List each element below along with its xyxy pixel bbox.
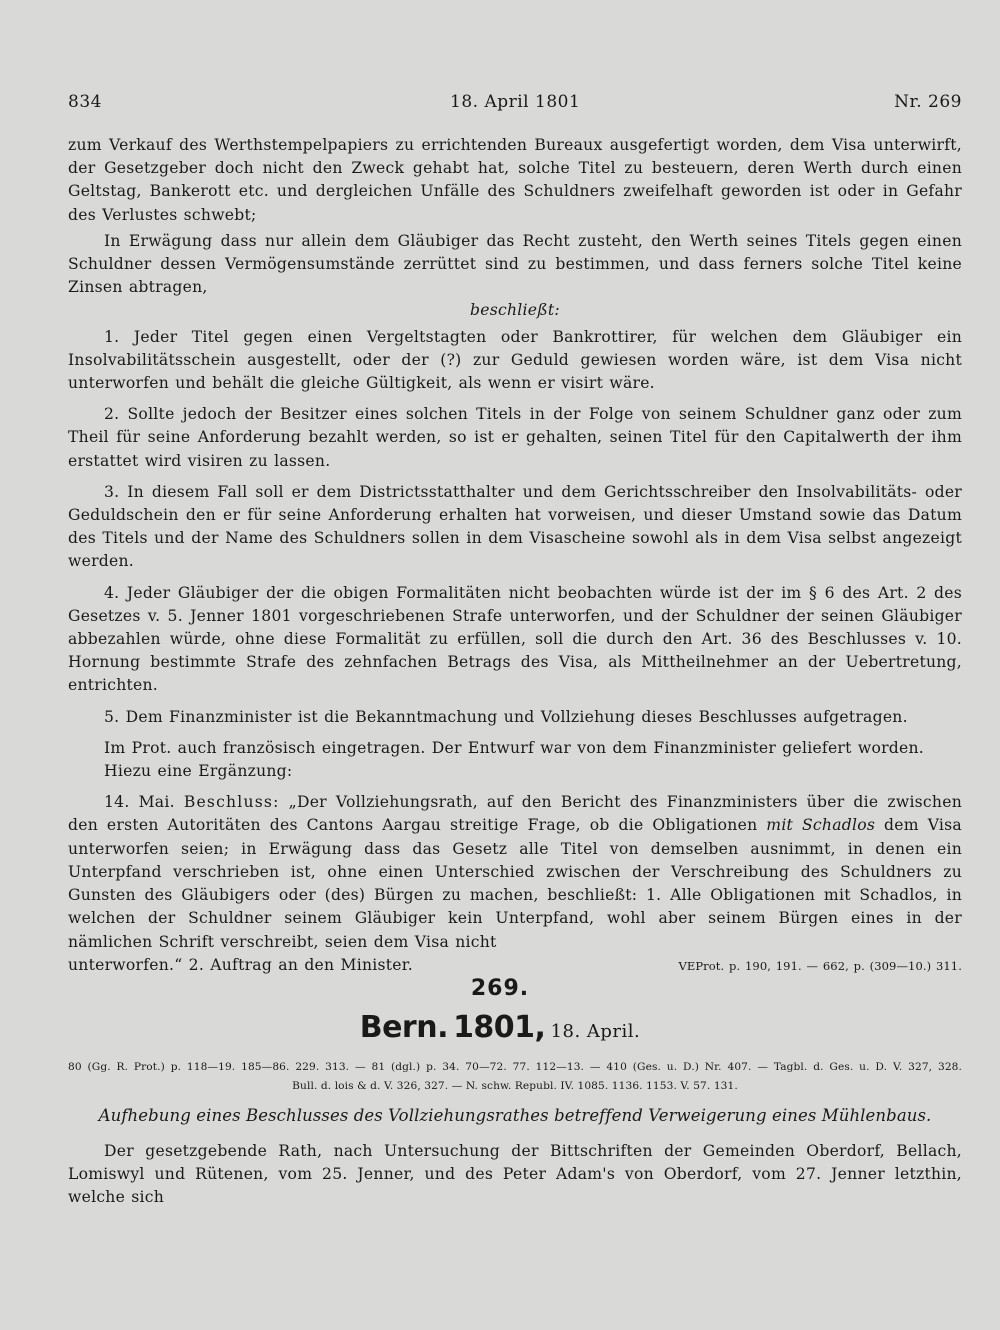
source-reference: VEProt. p. 190, 191. — 662, p. (309—10.) 311. <box>678 958 962 973</box>
supplement-note: Hiezu eine Ergänzung: <box>104 762 293 781</box>
document-date: 18. April. <box>550 1021 641 1042</box>
archival-references <box>68 1058 962 1096</box>
supplement-date: 14. Mai. <box>104 793 175 812</box>
supplement-label: Beschluss: <box>183 793 280 812</box>
document-intro <box>68 1140 962 1210</box>
article-2: 2. Sollte jedoch der Besitzer eines solchen Titels in der Folge von seinem Schuldner ganz oder zum Theil für seine Anforderung bezahlt werden, so ist er gehalten, seinen Titel für den Capitalwerth der ihm erstattet wird visiren zu lassen. <box>68 405 962 470</box>
article-5: 5. Dem Finanzminister ist die Bekanntmachung und Vollziehung dieses Beschlusses aufgetragen. <box>104 707 908 726</box>
supplement-text-a: „Der Vollziehungsrath, auf den Bericht des Finanzministers über die zwischen den ersten Autoritäten des Cantons Aargau streitige Frage, ob die Obligationen <box>68 793 962 835</box>
supplement-italic: mit Schadlos <box>766 816 876 835</box>
protocol-note: Im Prot. auch französisch eingetragen. Der Entwurf war von dem Finanzminister geliefert worden. <box>104 738 925 757</box>
supplement-text-b: dem Visa unterworfen seien; in Erwägung dass das Gesetz alle Titel von demselben ausnimmt, in denen ein Unterpfand verschrieben ist, ohne einen Unterschied zwischen der Verschreibung des Schuldners zu Gunsten des Gläubigers oder (des) Bürgen zu machen, beschließt: 1. Alle Obligationen mit Schadlos, in welchen der Schuldner seinem Gläubiger kein Unterpfand, wohl aber seinem Bürgen eines in der nämlichen Schrift verschreibt, seien dem Visa nicht <box>68 816 962 951</box>
resolution-heading: beschließt: <box>470 301 560 320</box>
supplement-resolution <box>68 791 962 953</box>
article-1: 1. Jeder Titel gegen einen Vergeltstagten oder Bankrottirer, für welchen dem Gläubiger ein Insolvabilitätsschein ausgestellt, oder der (?) zur Geduld gewiesen worden wäre, ist dem Visa nicht unterworfen und behält die gleiche Gültigkeit, als wenn er visirt wäre. <box>68 327 962 393</box>
page-number: 834 <box>68 92 102 112</box>
paragraph-considering: In Erwägung dass nur allein dem Gläubiger das Recht zusteht, den Werth seines Titels gegen einen Schuldner dessen Vermögensumstände zerrüttet sind zu bestimmen, und dass ferners solche Titel keine Zinsen abtragen, <box>68 231 962 297</box>
references-line-1: 80 (Gg. R. Prot.) p. 118—19. 185—86. 229. 313. — 81 (dgl.) p. 34. 70—72. 77. 112—13. — 410 (Ges. u. D.) Nr. 407. — Tagbl. d. Ges. u. D. V. 327, 328. <box>68 1061 962 1073</box>
references-line-2: Bull. d. lois & d. V. 326, 327. — N. schw. Republ. IV. 1085. 1136. 1153. V. 57. 131. <box>292 1080 738 1092</box>
article-4: 4. Jeder Gläubiger der die obigen Formalitäten nicht beobachten würde ist der im § 6 des Art. 2 des Gesetzes v. 5. Jenner 1801 vorgeschriebenen Strafe unterworfen, und der Schuldner der seinen Gläubiger abbezahlen würde, ohne diese Formalität zu erfüllen, soll die durch den Art. 36 des Beschlusses v. 10. Hornung bestimmte Strafe des zehnfachen Betrags des Visa, als Mittheilnehmer an der Uebertretung, entrichten. <box>68 583 962 695</box>
header-date: 18. April 1801 <box>450 92 581 112</box>
supplement-last-line <box>68 954 962 978</box>
document-place-date <box>0 1010 1000 1045</box>
header-doc-number: Nr. 269 <box>894 92 962 112</box>
article-3: 3. In diesem Fall soll er dem Districtsstatthalter und dem Gerichtsschreiber den Insolvabilitäts- oder Geduldschein den er für seine Anforderung erhalten hat vorweisen, und dieser Umstand sowie das Datum des Titels und der Name des Schuldners sollen in dem Visascheine sowohl als in dem Visa selbst angezeigt werden. <box>68 482 962 571</box>
document-title: Aufhebung eines Beschlusses des Vollziehungsrathes betreffend Verweigerung eines Mühlenbaus. <box>98 1106 932 1125</box>
document-number: 269. <box>470 976 530 1001</box>
supplement-last: unterworfen.“ 2. Auftrag an den Minister. <box>68 955 413 974</box>
intro-paragraph: Der gesetzgebende Rath, nach Untersuchung der Bittschriften der Gemeinden Oberdorf, Bellach, Lomiswyl und Rütenen, vom 25. Jenner, und des Peter Adam's von Oberdorf, vom 27. Jenner letzthin, welche sich <box>68 1142 962 1207</box>
running-header <box>68 92 962 120</box>
document-place: Bern. <box>359 1010 448 1045</box>
document-year: 1801, <box>453 1010 546 1045</box>
paragraph-continuation: zum Verkauf des Werthstempelpapiers zu errichtenden Bureaux ausgefertigt worden, dem Visa unterwirft, der Gesetzgeber doch nicht den Zweck gehabt hat, solche Titel zu besteuern, deren Werth durch einen Geltstag, Bankerott etc. und dergleichen Unfälle des Schuldners zweifelhaft geworden ist oder in Gefahr des Verlustes schwebt; <box>68 136 962 224</box>
main-text <box>68 134 962 978</box>
